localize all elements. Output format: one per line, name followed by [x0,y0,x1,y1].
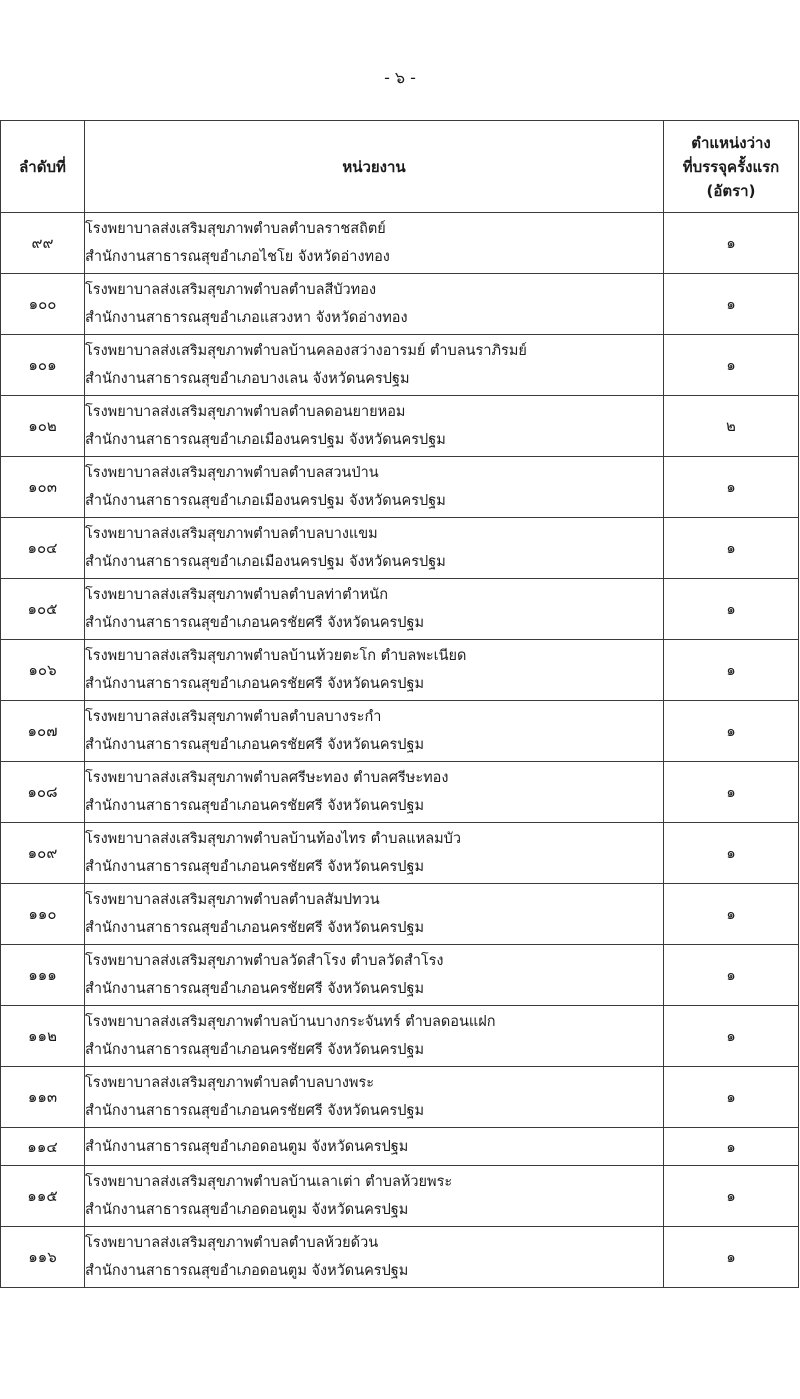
header-positions-line: (อัตรา) [706,181,756,200]
sequence-number: ๑๐๗ [1,701,85,762]
unit-name-cell [85,213,664,274]
vacant-position-count: ๑ [664,884,799,945]
vacant-position-count: ๑ [664,701,799,762]
unit-name-cell [85,1128,664,1166]
sequence-number: ๑๑๓ [1,1067,85,1128]
header-unit: หน่วยงาน [85,121,664,213]
unit-name-cell [85,579,664,640]
unit-name-cell [85,1067,664,1128]
vacant-position-count: ๑ [664,274,799,335]
unit-name-line: โรงพยาบาลส่งเสริมสุขภาพตำบลตำบลสัมปทวน [85,892,380,908]
unit-name-line: โรงพยาบาลส่งเสริมสุขภาพตำบลบ้านท้องไทร ตำบลแหลมบัว [85,831,462,847]
sequence-number: ๙๙ [1,213,85,274]
unit-name-line: โรงพยาบาลส่งเสริมสุขภาพตำบลบ้านบางกระจันทร์ ตำบลดอนแฝก [85,1014,496,1030]
unit-name-line: โรงพยาบาลส่งเสริมสุขภาพตำบลบ้านเลาเต่า ตำบลห้วยพระ [85,1174,453,1190]
table-row [1,274,799,335]
vacant-position-count: ๑ [664,457,799,518]
unit-name-line: สำนักงานสาธารณสุขอำเภอบางเลน จังหวัดนครปฐม [85,371,410,387]
vacant-position-count: ๑ [664,945,799,1006]
vacant-position-count: ๑ [664,1227,799,1288]
sequence-number: ๑๑๔ [1,1128,85,1166]
unit-name-line: โรงพยาบาลส่งเสริมสุขภาพตำบลตำบลท่าตำหนัก [85,587,388,603]
unit-name-line: สำนักงานสาธารณสุขอำเภอไชโย จังหวัดอ่างทอง [85,249,390,265]
table-row [1,701,799,762]
unit-name-line: โรงพยาบาลส่งเสริมสุขภาพตำบลตำบลราชสถิตย์ [85,221,386,237]
unit-name-line: โรงพยาบาลส่งเสริมสุขภาพตำบลตำบลห้วยด้วน [85,1235,379,1251]
unit-name-line: สำนักงานสาธารณสุขอำเภอดอนตูม จังหวัดนครปฐม [85,1138,409,1155]
vacancy-table [0,120,799,1288]
unit-name-line: สำนักงานสาธารณสุขอำเภอนครชัยศรี จังหวัดนครปฐม [85,676,425,692]
vacant-position-count: ๑ [664,335,799,396]
table-row [1,823,799,884]
table-row [1,762,799,823]
sequence-number: ๑๐๓ [1,457,85,518]
unit-name-line: โรงพยาบาลส่งเสริมสุขภาพตำบลวัดสำโรง ตำบลวัดสำโรง [85,953,444,969]
sequence-number: ๑๑๕ [1,1166,85,1227]
header-vacant-positions [664,121,799,213]
table-row [1,213,799,274]
unit-name-line: สำนักงานสาธารณสุขอำเภอเมืองนครปฐม จังหวัดนครปฐม [85,554,446,570]
unit-name-cell [85,396,664,457]
table-header-row [1,121,799,213]
table-row [1,640,799,701]
vacant-position-count: ๑ [664,762,799,823]
vacant-position-count: ๑ [664,640,799,701]
unit-name-line: สำนักงานสาธารณสุขอำเภอนครชัยศรี จังหวัดนครปฐม [85,1103,425,1119]
sequence-number: ๑๐๖ [1,640,85,701]
sequence-number: ๑๐๐ [1,274,85,335]
unit-name-cell [85,640,664,701]
unit-name-line: โรงพยาบาลส่งเสริมสุขภาพตำบลตำบลบางพระ [85,1075,375,1091]
unit-name-cell [85,701,664,762]
unit-name-line: สำนักงานสาธารณสุขอำเภอนครชัยศรี จังหวัดนครปฐม [85,920,425,936]
sequence-number: ๑๐๑ [1,335,85,396]
vacant-position-count: ๒ [664,396,799,457]
unit-name-cell [85,518,664,579]
vacant-position-count: ๑ [664,1006,799,1067]
sequence-number: ๑๑๑ [1,945,85,1006]
sequence-number: ๑๐๕ [1,579,85,640]
table-row [1,396,799,457]
sequence-number: ๑๑๖ [1,1227,85,1288]
sequence-number: ๑๐๒ [1,396,85,457]
unit-name-cell [85,335,664,396]
header-positions-line: ตำแหน่งว่าง [691,133,771,152]
vacant-position-count: ๑ [664,518,799,579]
unit-name-line: สำนักงานสาธารณสุขอำเภอแสวงหา จังหวัดอ่างทอง [85,310,408,326]
unit-name-cell [85,457,664,518]
sequence-number: ๑๐๔ [1,518,85,579]
vacant-position-count: ๑ [664,1166,799,1227]
table-body [1,213,799,1288]
table-row [1,1227,799,1288]
unit-name-cell [85,1227,664,1288]
unit-name-line: โรงพยาบาลส่งเสริมสุขภาพตำบลตำบลบางระกำ [85,709,382,725]
unit-name-line: โรงพยาบาลส่งเสริมสุขภาพตำบลตำบลดอนยายหอม [85,404,406,420]
vacant-position-count: ๑ [664,213,799,274]
unit-name-cell [85,884,664,945]
unit-name-cell [85,1166,664,1227]
sequence-number: ๑๐๙ [1,823,85,884]
unit-name-line: สำนักงานสาธารณสุขอำเภอดอนตูม จังหวัดนครปฐม [85,1202,409,1218]
header-positions-line: ที่บรรจุครั้งแรก [682,157,780,176]
unit-name-line: โรงพยาบาลส่งเสริมสุขภาพตำบลบ้านห้วยตะโก ตำบลพะเนียด [85,648,467,664]
unit-name-line: โรงพยาบาลส่งเสริมสุขภาพตำบลตำบลบางแขม [85,526,378,542]
sequence-number: ๑๑๐ [1,884,85,945]
header-sequence-no: ลำดับที่ [1,121,85,213]
table-row [1,579,799,640]
unit-name-line: สำนักงานสาธารณสุขอำเภอนครชัยศรี จังหวัดนครปฐม [85,615,425,631]
table-row [1,1006,799,1067]
table-row [1,1128,799,1166]
unit-name-cell [85,945,664,1006]
unit-name-cell [85,823,664,884]
unit-name-cell [85,762,664,823]
unit-name-line: สำนักงานสาธารณสุขอำเภอนครชัยศรี จังหวัดนครปฐม [85,798,425,814]
table-row [1,945,799,1006]
vacant-position-count: ๑ [664,1128,799,1166]
table-row [1,884,799,945]
unit-name-line: สำนักงานสาธารณสุขอำเภอนครชัยศรี จังหวัดนครปฐม [85,859,425,875]
unit-name-line: สำนักงานสาธารณสุขอำเภอเมืองนครปฐม จังหวัดนครปฐม [85,493,446,509]
unit-name-cell [85,1006,664,1067]
unit-name-line: สำนักงานสาธารณสุขอำเภอเมืองนครปฐม จังหวัดนครปฐม [85,432,446,448]
unit-name-line: สำนักงานสาธารณสุขอำเภอนครชัยศรี จังหวัดนครปฐม [85,737,425,753]
unit-name-cell [85,274,664,335]
vacant-position-count: ๑ [664,1067,799,1128]
unit-name-line: โรงพยาบาลส่งเสริมสุขภาพตำบลตำบลสีบัวทอง [85,282,377,298]
sequence-number: ๑๑๒ [1,1006,85,1067]
page-number: - ๖ - [384,68,416,87]
table-row [1,1166,799,1227]
table-row [1,1067,799,1128]
unit-name-line: สำนักงานสาธารณสุขอำเภอดอนตูม จังหวัดนครปฐม [85,1263,409,1279]
unit-name-line: โรงพยาบาลส่งเสริมสุขภาพตำบลศรีษะทอง ตำบลศรีษะทอง [85,770,449,786]
unit-name-line: สำนักงานสาธารณสุขอำเภอนครชัยศรี จังหวัดนครปฐม [85,1042,425,1058]
unit-name-line: สำนักงานสาธารณสุขอำเภอนครชัยศรี จังหวัดนครปฐม [85,981,425,997]
sequence-number: ๑๐๘ [1,762,85,823]
vacant-position-count: ๑ [664,823,799,884]
unit-name-line: โรงพยาบาลส่งเสริมสุขภาพตำบลบ้านคลองสว่างอารมย์ ตำบลนราภิรมย์ [85,343,527,359]
table-row [1,457,799,518]
unit-name-line: โรงพยาบาลส่งเสริมสุขภาพตำบลตำบลสวนป่าน [85,465,379,481]
vacant-position-count: ๑ [664,579,799,640]
table-row [1,518,799,579]
table-row [1,335,799,396]
